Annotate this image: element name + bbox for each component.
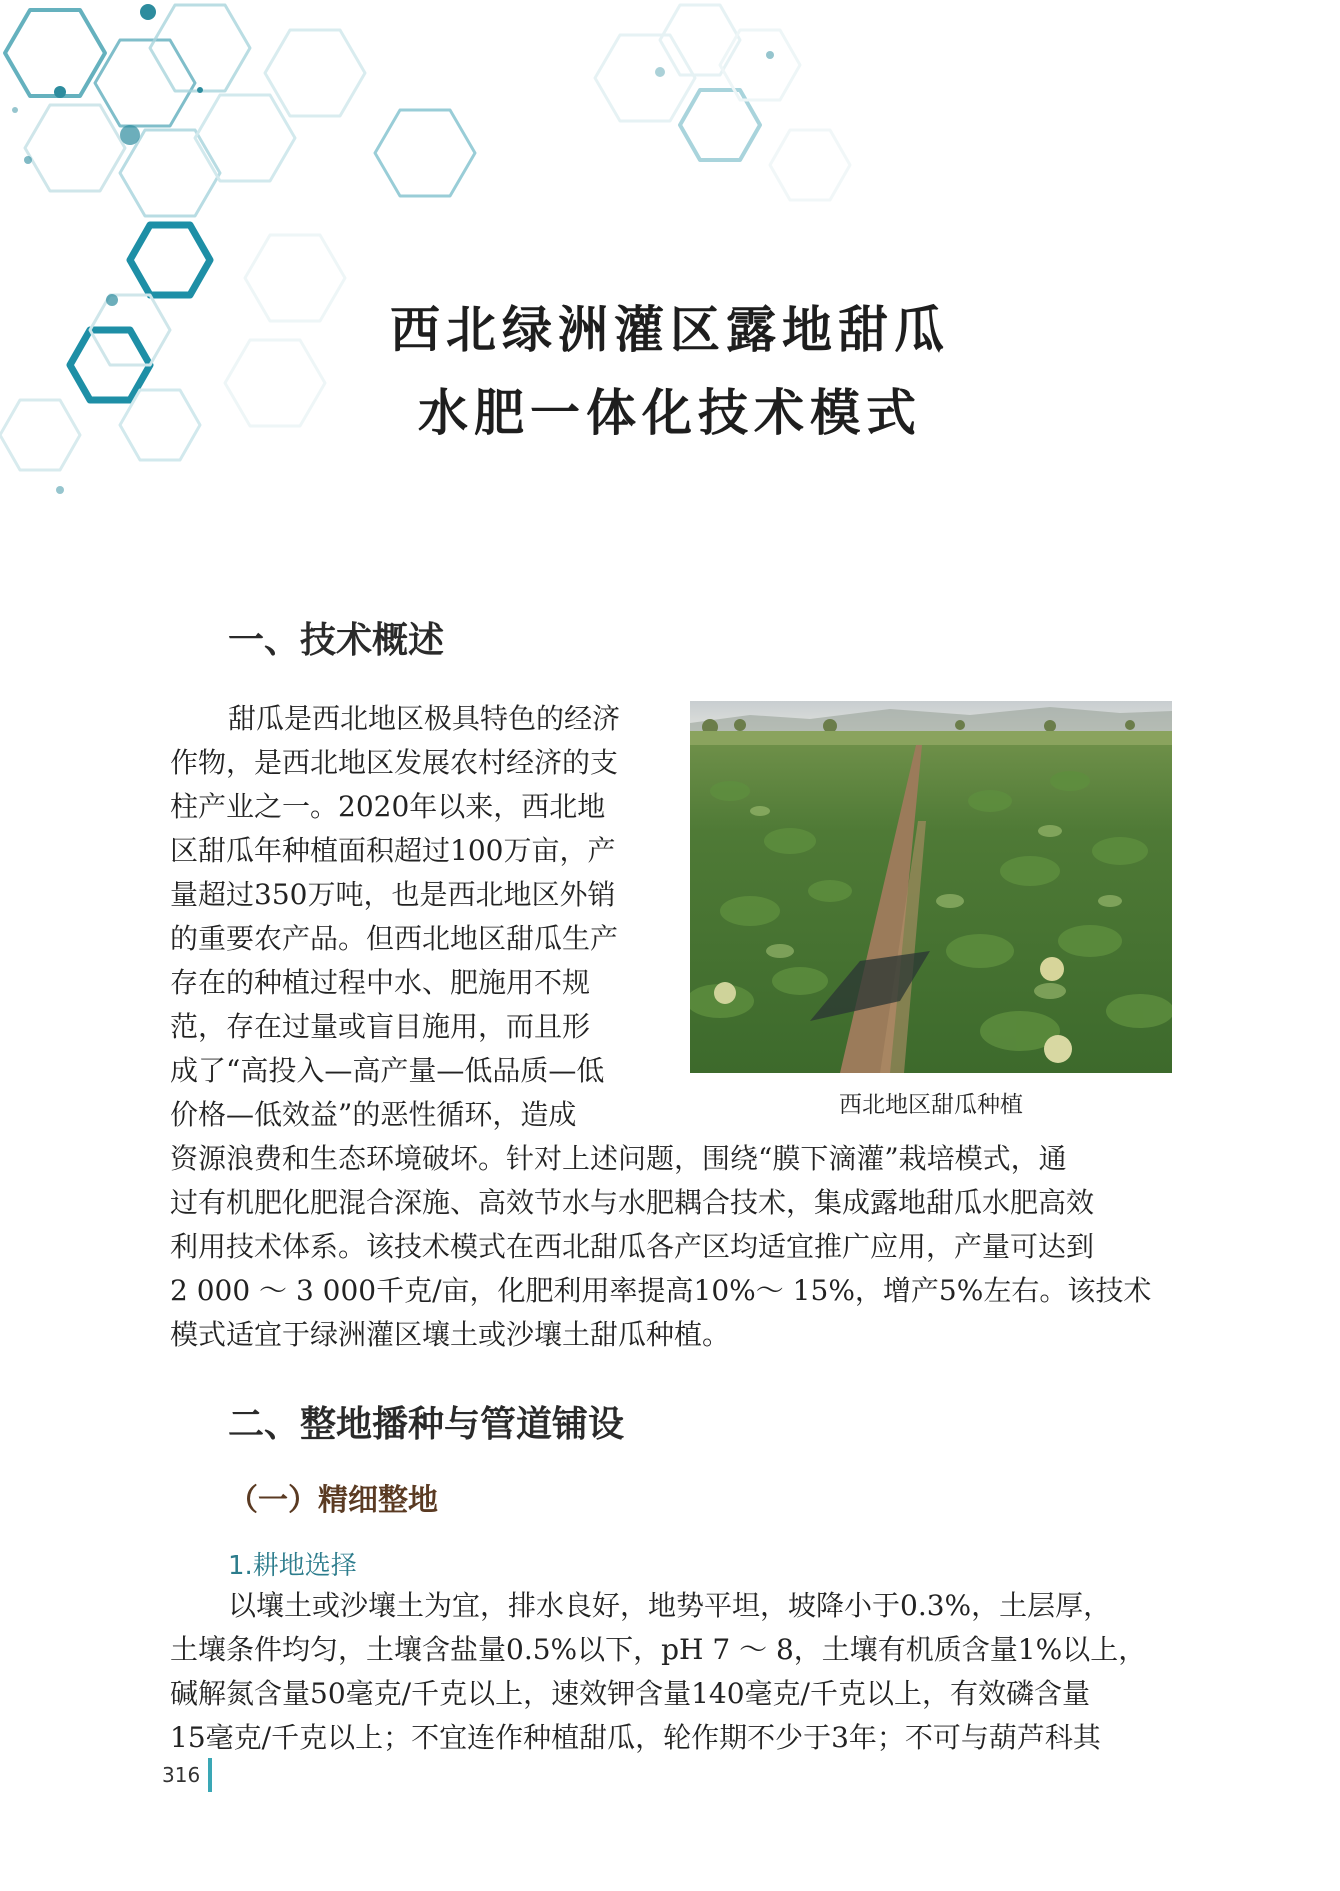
paragraph-line: 柱产业之一。2020年以来，西北地	[170, 790, 606, 823]
paragraph-line: 以壤土或沙壤土为宜，排水良好，地势平坦，坡降小于0.3%，土层厚，	[228, 1589, 1112, 1622]
paragraph-line: 范，存在过量或盲目施用，而且形	[170, 1010, 591, 1043]
paragraph-line: 2 000 ～ 3 000千克/亩，化肥利用率提高10%～ 15%，增产5%左右。该技术	[170, 1274, 1152, 1307]
paragraph-line: 过有机肥化肥混合深施、高效节水与水肥耦合技术，集成露地甜瓜水肥高效	[170, 1186, 1095, 1219]
paragraph-line: 区甜瓜年种植面积超过100万亩，产	[170, 834, 616, 867]
paragraph-line: 土壤条件均匀，土壤含盐量0.5%以下，pH 7 ～ 8，土壤有机质含量1%以上，	[170, 1633, 1147, 1666]
paragraph-line: 15毫克/千克以上；不宜连作种植甜瓜，轮作期不少于3年；不可与葫芦科其	[170, 1721, 1101, 1754]
paragraph-line: 的重要农产品。但西北地区甜瓜生产	[170, 922, 619, 955]
paragraph-line: 存在的种植过程中水、肥施用不规	[170, 966, 591, 999]
paragraph-line: 成了“高投入—高产量—低品质—低	[170, 1054, 605, 1087]
page-number: 316	[162, 1763, 201, 1787]
melon-field-photo	[690, 701, 1172, 1073]
paragraph-line: 碱解氮含量50毫克/千克以上，速效钾含量140毫克/千克以上，有效磷含量	[170, 1677, 1090, 1710]
section2-paragraph	[170, 1584, 1172, 1760]
paragraph-line: 作物，是西北地区发展农村经济的支	[170, 746, 619, 779]
paragraph-line: 资源浪费和生态环境破坏。针对上述问题，围绕“膜下滴灌”栽培模式，通	[170, 1142, 1067, 1175]
paragraph-line: 模式适宜于绿洲灌区壤土或沙壤土甜瓜种植。	[170, 1318, 731, 1351]
paragraph-line: 利用技术体系。该技术模式在西北甜瓜各产区均适宜推广应用，产量可达到	[170, 1230, 1095, 1263]
page-number-divider	[208, 1758, 212, 1792]
hexagon-decoration	[0, 0, 1340, 540]
section1-heading: 一、技术概述	[228, 620, 445, 661]
paragraph-line: 量超过350万吨，也是西北地区外销	[170, 878, 616, 911]
page-title-line2: 水肥一体化技术模式	[418, 383, 922, 442]
page-title-line1: 西北绿洲灌区露地甜瓜	[390, 300, 950, 359]
photo-caption: 西北地区甜瓜种植	[839, 1092, 1023, 1118]
subsection-heading: （一）精细整地	[228, 1483, 438, 1518]
paragraph-line: 价格—低效益”的恶性循环，造成	[170, 1098, 577, 1131]
section2-heading: 二、整地播种与管道铺设	[228, 1404, 625, 1445]
item-heading: 1.耕地选择	[228, 1551, 357, 1581]
paragraph-line: 甜瓜是西北地区极具特色的经济	[228, 702, 621, 735]
